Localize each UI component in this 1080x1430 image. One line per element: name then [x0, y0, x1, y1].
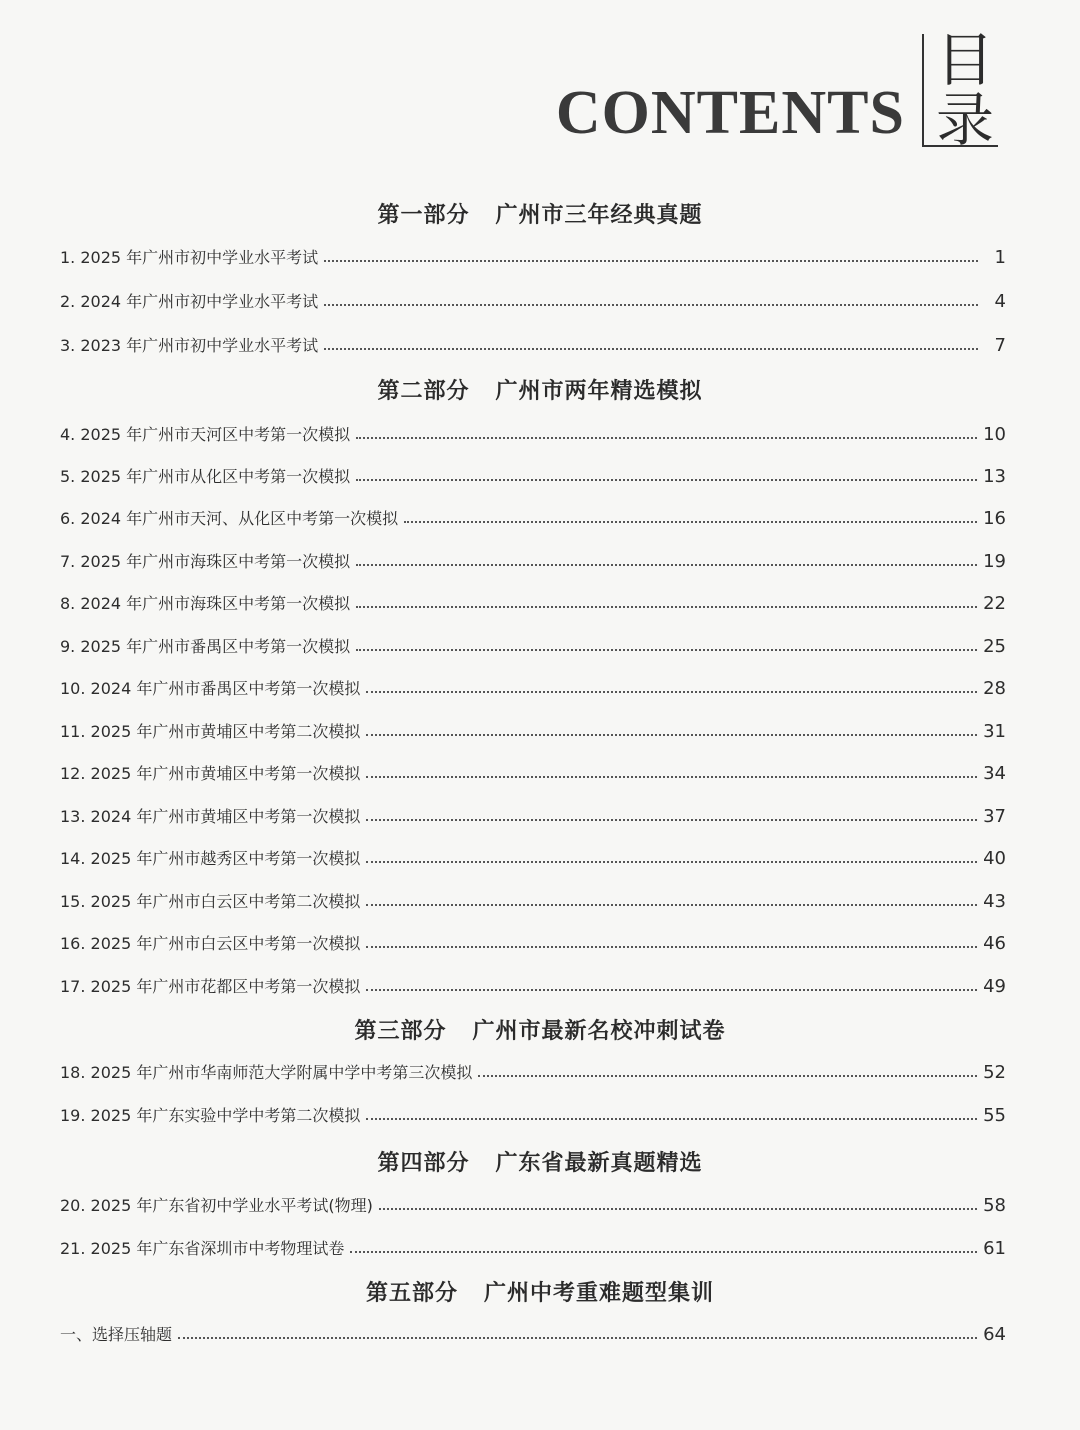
toc-entry[interactable]	[60, 503, 1006, 529]
section-name: 广州中考重难题型集训	[484, 1281, 715, 1306]
leader-dots	[366, 1118, 977, 1120]
entry-label: 14. 2025 年广州市越秀区中考第一次模拟	[60, 849, 361, 868]
section-name: 广州市三年经典真题	[495, 203, 703, 228]
entry-page: 10	[983, 424, 1006, 445]
leader-dots	[356, 437, 977, 439]
toc-entry[interactable]	[60, 886, 1006, 912]
leader-dots	[404, 521, 977, 523]
section-title-4	[0, 1146, 1080, 1177]
title-char-1: 目	[935, 26, 994, 94]
toc-entry[interactable]	[60, 588, 1006, 614]
section-name: 广州市两年精选模拟	[495, 379, 703, 404]
toc-entry[interactable]	[60, 1233, 1006, 1259]
leader-dots	[324, 304, 978, 306]
leader-dots	[478, 1075, 977, 1077]
entry-page: 58	[983, 1195, 1006, 1216]
toc-entry[interactable]	[60, 1319, 1006, 1345]
section-part: 第五部分	[365, 1281, 458, 1306]
entry-label: 8. 2024 年广州市海珠区中考第一次模拟	[60, 594, 351, 613]
toc-entry[interactable]	[60, 546, 1006, 572]
entry-label: 4. 2025 年广州市天河区中考第一次模拟	[60, 425, 351, 444]
entry-label: 21. 2025 年广东省深圳市中考物理试卷	[60, 1239, 345, 1258]
toc-entry[interactable]	[60, 801, 1006, 827]
leader-dots	[366, 734, 977, 736]
entry-page: 22	[983, 593, 1006, 614]
toc-entry[interactable]	[60, 928, 1006, 954]
leader-dots	[356, 479, 977, 481]
entry-page: 55	[983, 1105, 1006, 1126]
entry-page: 64	[983, 1324, 1006, 1345]
entry-label: 16. 2025 年广州市白云区中考第一次模拟	[60, 934, 361, 953]
leader-dots	[178, 1337, 977, 1339]
contents-heading: CONTENTS	[555, 79, 905, 147]
toc-entry[interactable]	[60, 971, 1006, 997]
section-name: 广东省最新真题精选	[495, 1151, 703, 1176]
leader-dots	[366, 989, 977, 991]
page-title	[930, 26, 1000, 154]
leader-dots	[356, 606, 977, 608]
leader-dots	[366, 819, 977, 821]
section-part: 第三部分	[354, 1019, 447, 1044]
toc-entry[interactable]	[60, 461, 1006, 487]
header	[0, 0, 1080, 160]
entry-page: 19	[983, 551, 1006, 572]
entry-label: 13. 2024 年广州市黄埔区中考第一次模拟	[60, 807, 361, 826]
section-title-2	[0, 374, 1080, 405]
entry-page: 43	[983, 891, 1006, 912]
entry-page: 25	[983, 636, 1006, 657]
toc-entry[interactable]	[60, 716, 1006, 742]
entry-label: 1. 2025 年广州市初中学业水平考试	[60, 248, 319, 267]
entry-page: 16	[983, 508, 1006, 529]
entry-page: 7	[994, 335, 1006, 356]
entry-page: 46	[983, 933, 1006, 954]
entry-page: 31	[983, 721, 1006, 742]
leader-dots	[366, 691, 977, 693]
section-title-3	[0, 1014, 1080, 1045]
leader-dots	[350, 1251, 977, 1253]
toc-entry[interactable]	[60, 843, 1006, 869]
entry-page: 37	[983, 806, 1006, 827]
leader-dots	[356, 564, 977, 566]
leader-dots	[379, 1208, 977, 1210]
toc-entry[interactable]	[60, 1057, 1006, 1083]
toc-entry[interactable]	[60, 1100, 1006, 1126]
entry-page: 4	[994, 291, 1006, 312]
toc-entry[interactable]	[60, 286, 1006, 312]
entry-label: 19. 2025 年广东实验中学中考第二次模拟	[60, 1106, 361, 1125]
toc-entry[interactable]	[60, 631, 1006, 657]
leader-dots	[366, 946, 977, 948]
section-part: 第二部分	[377, 379, 470, 404]
entry-page: 13	[983, 466, 1006, 487]
leader-dots	[366, 776, 977, 778]
section-part: 第四部分	[377, 1151, 470, 1176]
leader-dots	[366, 861, 977, 863]
entry-page: 40	[983, 848, 1006, 869]
entry-page: 34	[983, 763, 1006, 784]
entry-label: 11. 2025 年广州市黄埔区中考第二次模拟	[60, 722, 361, 741]
section-part: 第一部分	[377, 203, 470, 228]
title-divider-vertical	[922, 34, 924, 146]
entry-label: 一、选择压轴题	[60, 1325, 173, 1344]
toc-entry[interactable]	[60, 419, 1006, 445]
toc-entry[interactable]	[60, 673, 1006, 699]
toc-entry[interactable]	[60, 330, 1006, 356]
leader-dots	[366, 904, 977, 906]
toc-entry[interactable]	[60, 758, 1006, 784]
entry-label: 20. 2025 年广东省初中学业水平考试(物理)	[60, 1196, 373, 1215]
entry-page: 1	[994, 247, 1006, 268]
entry-page: 49	[983, 976, 1006, 997]
entry-page: 28	[983, 678, 1006, 699]
entry-label: 5. 2025 年广州市从化区中考第一次模拟	[60, 467, 351, 486]
leader-dots	[324, 348, 978, 350]
entry-label: 12. 2025 年广州市黄埔区中考第一次模拟	[60, 764, 361, 783]
section-name: 广州市最新名校冲刺试卷	[472, 1019, 726, 1044]
entry-label: 3. 2023 年广州市初中学业水平考试	[60, 336, 319, 355]
entry-label: 2. 2024 年广州市初中学业水平考试	[60, 292, 319, 311]
entry-label: 7. 2025 年广州市海珠区中考第一次模拟	[60, 552, 351, 571]
entry-label: 18. 2025 年广州市华南师范大学附属中学中考第三次模拟	[60, 1063, 473, 1082]
leader-dots	[356, 649, 977, 651]
entry-label: 17. 2025 年广州市花都区中考第一次模拟	[60, 977, 361, 996]
entry-label: 6. 2024 年广州市天河、从化区中考第一次模拟	[60, 509, 399, 528]
entry-label: 15. 2025 年广州市白云区中考第二次模拟	[60, 892, 361, 911]
entry-page: 61	[983, 1238, 1006, 1259]
entry-page: 52	[983, 1062, 1006, 1083]
toc-entry[interactable]	[60, 242, 1006, 268]
toc-entry[interactable]	[60, 1190, 1006, 1216]
leader-dots	[324, 260, 978, 262]
section-title-1	[0, 198, 1080, 229]
section-title-5	[0, 1276, 1080, 1307]
title-char-2: 录	[935, 86, 994, 154]
entry-label: 10. 2024 年广州市番禺区中考第一次模拟	[60, 679, 361, 698]
entry-label: 9. 2025 年广州市番禺区中考第一次模拟	[60, 637, 351, 656]
